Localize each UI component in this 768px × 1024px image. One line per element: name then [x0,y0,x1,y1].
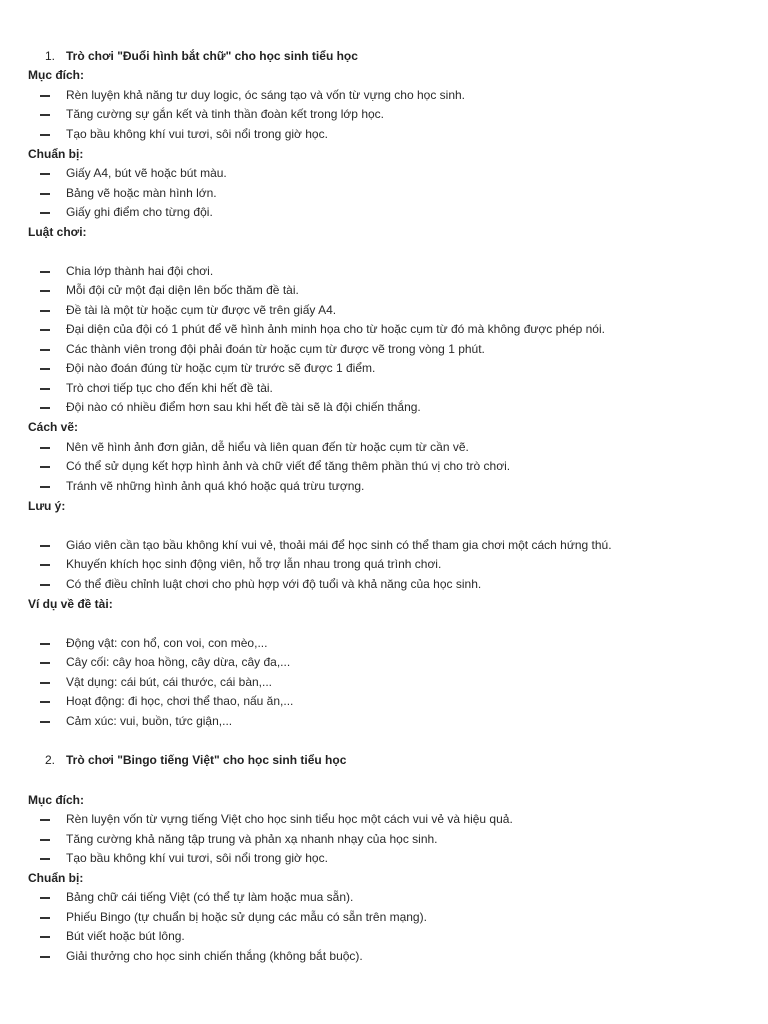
list-item: Trò chơi tiếp tục cho đến khi hết đề tài. [0,379,768,398]
dash-bullet [40,917,50,919]
dash-bullet [40,858,50,860]
dash-bullet [40,95,50,97]
dash-bullet [40,290,50,292]
list-item: Tránh vẽ những hình ảnh quá khó hoặc quá trừu tượng. [0,477,768,496]
section-1-number: 1. [45,49,56,63]
dash-bullet [40,545,50,547]
dash-bullet [40,271,50,273]
list-item: Có thể điều chỉnh luật chơi cho phù hợp với độ tuổi và khả năng của học sinh. [0,575,768,594]
list-item: Cây cối: cây hoa hồng, cây dừa, cây đa,... [0,653,768,672]
dash-bullet [40,584,50,586]
dash-bullet [40,564,50,566]
list-item: Mỗi đội cử một đại diện lên bốc thăm đề tài. [0,281,768,300]
dash-bullet [40,349,50,351]
list-item: Tăng cường khả năng tập trung và phản xạ nhanh nhạy của học sinh. [0,830,768,849]
dash-bullet [40,682,50,684]
dash-bullet [40,819,50,821]
dash-bullet [40,839,50,841]
section-2-title-text: Trò chơi "Bingo tiếng Việt" cho học sinh tiểu học [66,753,347,767]
dash-bullet [40,310,50,312]
dash-bullet [40,173,50,175]
dash-bullet [40,388,50,390]
list-item: Rèn luyện vốn từ vựng tiếng Việt cho học sinh tiểu học một cách vui vẻ và hiệu quả. [0,810,768,829]
list-item: Tạo bầu không khí vui tươi, sôi nổi trong giờ học. [0,125,768,144]
section-1-title [0,47,768,66]
list-item: Bút viết hoặc bút lông. [0,927,768,946]
section-2-title [0,751,768,770]
dash-bullet [40,936,50,938]
dash-bullet [40,701,50,703]
list-item: Phiếu Bingo (tự chuẩn bị hoặc sử dụng các mẫu có sẵn trên mạng). [0,908,768,927]
list-item: Bảng vẽ hoặc màn hình lớn. [0,184,768,203]
purpose-heading: Mục đích: [28,68,84,82]
dash-bullet [40,193,50,195]
dash-bullet [40,329,50,331]
list-item: Giấy ghi điểm cho từng đội. [0,203,768,222]
dash-bullet [40,466,50,468]
list-item: Giấy A4, bút vẽ hoặc bút màu. [0,164,768,183]
list-item: Khuyến khích học sinh động viên, hỗ trợ lẫn nhau trong quá trình chơi. [0,555,768,574]
list-item: Tăng cường sự gắn kết và tinh thần đoàn kết trong lớp học. [0,105,768,124]
dash-bullet [40,643,50,645]
list-item: Vật dụng: cái bút, cái thước, cái bàn,... [0,673,768,692]
list-item: Nên vẽ hình ảnh đơn giản, dễ hiểu và liên quan đến từ hoặc cụm từ cần vẽ. [0,438,768,457]
drawing-heading: Cách vẽ: [28,420,79,434]
preparation-heading: Chuẩn bị: [28,147,84,161]
list-item: Tạo bầu không khí vui tươi, sôi nổi trong giờ học. [0,849,768,868]
section-1-title-text: Trò chơi "Đuổi hình bắt chữ" cho học sinh tiểu học [66,49,358,63]
dash-bullet [40,956,50,958]
rules-heading: Luật chơi: [28,225,87,239]
list-item: Động vật: con hổ, con voi, con mèo,... [0,634,768,653]
list-item: Cảm xúc: vui, buồn, tức giận,... [0,712,768,731]
dash-bullet [40,134,50,136]
list-item: Đội nào có nhiều điểm hơn sau khi hết đề tài sẽ là đội chiến thắng. [0,398,768,417]
list-item: Có thể sử dụng kết hợp hình ảnh và chữ viết để tăng thêm phần thú vị cho trò chơi. [0,457,768,476]
list-item: Đề tài là một từ hoặc cụm từ được vẽ trên giấy A4. [0,301,768,320]
notes-heading: Lưu ý: [28,499,66,513]
dash-bullet [40,662,50,664]
list-item: Giáo viên cần tạo bầu không khí vui vẻ, thoải mái để học sinh có thể tham gia chơi một cách hứng thú. [0,536,768,555]
list-item: Các thành viên trong đội phải đoán từ hoặc cụm từ được vẽ trong vòng 1 phút. [0,340,768,359]
list-item: Bảng chữ cái tiếng Việt (có thể tự làm hoặc mua sẵn). [0,888,768,907]
section-2-number: 2. [45,753,56,767]
list-item: Chia lớp thành hai đội chơi. [0,262,768,281]
dash-bullet [40,114,50,116]
dash-bullet [40,447,50,449]
purpose-heading: Mục đích: [28,793,84,807]
list-item: Đại diện của đội có 1 phút để vẽ hình ảnh minh họa cho từ hoặc cụm từ đó mà không được phép nói. [0,320,768,339]
dash-bullet [40,212,50,214]
examples-heading: Ví dụ về đề tài: [28,597,113,611]
list-item: Giải thưởng cho học sinh chiến thắng (không bắt buộc). [0,947,768,966]
dash-bullet [40,368,50,370]
dash-bullet [40,721,50,723]
list-item: Rèn luyện khả năng tư duy logic, óc sáng tạo và vốn từ vựng cho học sinh. [0,86,768,105]
dash-bullet [40,486,50,488]
list-item: Đội nào đoán đúng từ hoặc cụm từ trước sẽ được 1 điểm. [0,359,768,378]
dash-bullet [40,407,50,409]
list-item: Hoạt động: đi học, chơi thể thao, nấu ăn,... [0,692,768,711]
preparation-heading: Chuẩn bị: [28,871,84,885]
dash-bullet [40,897,50,899]
